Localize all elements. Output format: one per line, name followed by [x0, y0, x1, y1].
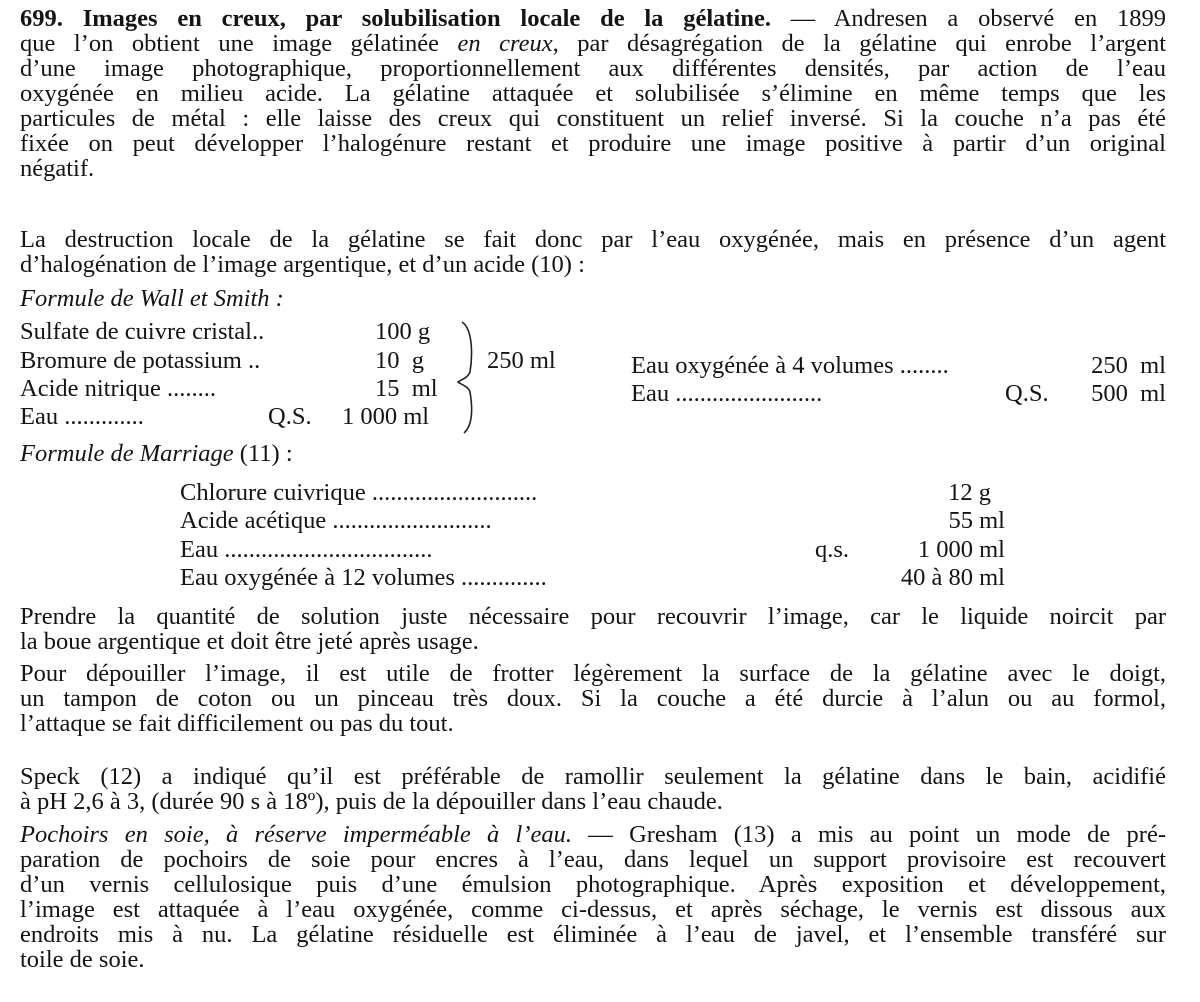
formula-row: Acide acétique .......................... 55 ml	[180, 507, 1005, 534]
text-line: que l’on obtient une image gélatinée en creux, par désagrégation de la gélatine qui enrobe l’argent	[20, 30, 1167, 57]
paragraph-699	[20, 6, 1166, 181]
section-title: Images en creux, par solubilisation locale de la gélatine.	[82, 5, 771, 32]
text-line: la boue argentique et doit être jeté après usage.	[20, 628, 479, 655]
text-line: particules de métal : elle laisse des creux qui constituent un relief inversé. Si la couche n’a pas été	[20, 105, 1166, 132]
marriage-heading: Formule de Marriage (11) :	[20, 440, 293, 467]
wall-smith-heading: Formule de Wall et Smith :	[20, 285, 284, 312]
formula-row: Eau .................................. q.s. 1 000 ml	[180, 536, 1005, 563]
formula-row: Eau oxygénée à 4 volumes ........ 250 ml	[631, 352, 1166, 379]
text-line: l’image est attaquée à l’eau oxygénée, comme ci-dessus, et après séchage, le vernis est dissous aux	[20, 896, 1166, 923]
text-line: d’halogénation de l’image argentique, et d’un acide (10) :	[20, 251, 585, 278]
text-line: 699. Images en creux, par solubilisation locale de la gélatine. — Andresen a observé en 1899	[20, 5, 1167, 32]
formula-row: Chlorure cuivrique ........................... 12 g	[180, 479, 991, 506]
paragraph-depouiller	[20, 661, 1166, 736]
text-line: Pochoirs en soie, à réserve imperméable à l’eau. — Gresham (13) a mis au point un mode de pré-	[20, 821, 1166, 848]
formula-row: Eau ........................ Q.S. 500 ml	[631, 380, 1166, 407]
paragraph-quantity	[20, 604, 1166, 654]
text-line: endroits mis à nu. La gélatine résiduelle est éliminée à l’eau de javel, et l’ensemble transféré sur	[20, 921, 1166, 948]
text-line: toile de soie.	[20, 946, 145, 973]
text-line: paration de pochoirs de soie pour encres à l’eau, dans lequel un support provisoire est recouvert	[20, 846, 1166, 873]
paragraph-pochoirs	[20, 822, 1166, 972]
text-line: Pour dépouiller l’image, il est utile de frotter légèrement la surface de la gélatine avec le doigt,	[20, 660, 1166, 687]
formula-row: Sulfate de cuivre cristal.. 100 g	[20, 318, 431, 345]
brace-icon	[452, 320, 482, 435]
text-line: à pH 2,6 à 3, (durée 90 s à 18º), puis de la dépouiller dans l’eau chaude.	[20, 788, 723, 815]
section-number: 699.	[20, 5, 63, 32]
paragraph-destruction	[20, 227, 1166, 277]
formula-row: Bromure de potassium .. 10 g	[20, 347, 424, 374]
text-line: d’un vernis cellulosique puis d’une émulsion photographique. Après exposition et développement,	[20, 871, 1166, 898]
brace-total: 250 ml	[487, 347, 556, 374]
formula-row: Eau oxygénée à 12 volumes .............. 40 à 80 ml	[180, 564, 1005, 591]
text-line: La destruction locale de la gélatine se fait donc par l’eau oxygénée, mais en présence d’un agent	[20, 226, 1166, 253]
formula-row: Acide nitrique ........ 15 ml	[20, 375, 438, 402]
text-line: oxygénée en milieu acide. La gélatine attaquée et solubilisée s’élimine en même temps que les	[20, 80, 1166, 107]
text-line: un tampon de coton ou un pinceau très doux. Si la couche a été durcie à l’alun ou au formol,	[20, 685, 1166, 712]
text-line: négatif.	[20, 155, 95, 182]
text-line: d’une image photographique, proportionnellement aux différentes densités, par action de l’eau	[20, 55, 1166, 82]
text-line: Prendre la quantité de solution juste nécessaire pour recouvrir l’image, car le liquide noircit par	[20, 603, 1166, 630]
formula-row: Eau ............. Q.S. 1 000 ml	[20, 403, 430, 430]
text-line: fixée on peut développer l’halogénure restant et produire une image positive à partir d’un original	[20, 130, 1166, 157]
text-line: l’attaque se fait difficilement ou pas du tout.	[20, 710, 454, 737]
text-line: Speck (12) a indiqué qu’il est préférable de ramollir seulement la gélatine dans le bain, acidifié	[20, 763, 1166, 790]
paragraph-speck	[20, 764, 1166, 814]
